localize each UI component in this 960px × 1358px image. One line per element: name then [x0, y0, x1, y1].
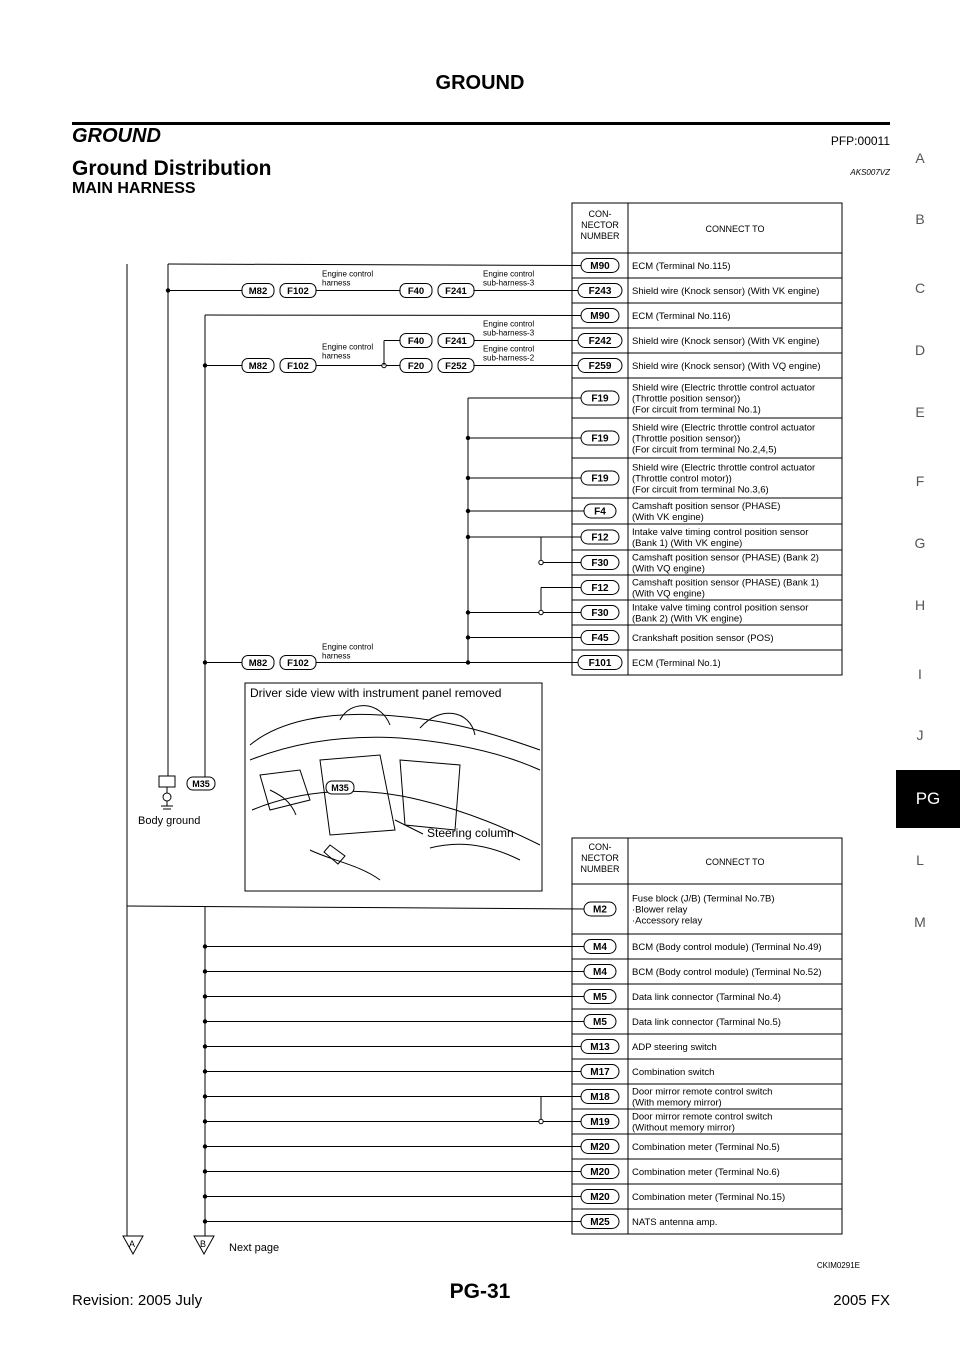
side-index-f[interactable]: F — [915, 473, 925, 489]
connect-to-text: Camshaft position sensor (PHASE) (Bank 1) — [632, 577, 819, 589]
figure-id: CKIM0291E — [816, 1261, 860, 1270]
connector-number: M5 — [593, 992, 607, 1003]
connect-to-text: ADP steering switch — [632, 1042, 717, 1053]
connector-number: M20 — [590, 1142, 610, 1153]
next-page-markers — [123, 1236, 279, 1254]
harness-label: harness — [322, 351, 351, 361]
instrument-panel-view — [245, 683, 542, 891]
connect-to-text: ECM (Terminal No.115) — [632, 261, 731, 272]
connector-number-header: CON- — [588, 209, 612, 219]
connect-to-text: Combination switch — [632, 1067, 715, 1078]
connect-to-text: BCM (Body control module) (Terminal No.49) — [632, 942, 822, 953]
harness-pair-f20-f252 — [400, 359, 474, 373]
harness-label: sub-harness-3 — [483, 328, 535, 338]
subsection-ref: AKS007VZ — [850, 168, 890, 177]
footer-revision: Revision: 2005 July — [72, 1292, 203, 1309]
harness-connector-label: M82 — [248, 361, 268, 372]
harness-label: Engine control — [322, 269, 374, 279]
view-connector-label: M35 — [331, 783, 349, 793]
connector-number: M2 — [593, 904, 607, 916]
connect-to-text: (With VQ engine) — [632, 563, 705, 575]
connector-number: M17 — [590, 1067, 610, 1078]
connect-to-header: CONNECT TO — [705, 857, 765, 867]
connect-to-text: Door mirror remote control switch — [632, 1111, 773, 1123]
connect-to-text: (For circuit from terminal No.1) — [632, 404, 761, 416]
steering-column-label: Steering column — [427, 826, 514, 840]
side-index-a[interactable]: A — [915, 150, 925, 166]
harness-connector-label: F102 — [287, 361, 309, 372]
connector-number: F12 — [591, 532, 609, 544]
marker-b: B — [200, 1239, 207, 1249]
harness-label: sub-harness-3 — [483, 278, 535, 288]
harness-label: Engine control — [483, 319, 535, 329]
connector-number: F19 — [591, 433, 609, 445]
connector-number: M20 — [590, 1167, 610, 1178]
connect-to-text: Shield wire (Knock sensor) (With VK engine) — [632, 336, 820, 347]
connector-number: F4 — [594, 506, 606, 518]
connect-to-text: NATS antenna amp. — [632, 1217, 718, 1228]
connect-to-text: ·Accessory relay — [632, 915, 703, 927]
harness-label: harness — [322, 651, 351, 661]
section-code: PFP:00011 — [830, 134, 890, 148]
harness-label: Engine control — [322, 642, 374, 652]
harness-pair-f40-f241 — [400, 284, 474, 298]
harness-title: MAIN HARNESS — [72, 180, 196, 197]
connect-to-text: Door mirror remote control switch — [632, 1086, 773, 1098]
harness-connector-label: F252 — [445, 361, 467, 372]
connect-to-text: Combination meter (Terminal No.6) — [632, 1167, 780, 1178]
side-index-b[interactable]: B — [915, 211, 925, 227]
connector-number: M20 — [590, 1192, 610, 1203]
connect-to-text: Shield wire (Knock sensor) (With VK engine) — [632, 286, 820, 297]
harness-connector-label: M82 — [248, 286, 268, 297]
side-index-m[interactable]: M — [914, 914, 926, 930]
connect-to-text: Intake valve timing control position sensor — [632, 527, 809, 538]
connect-to-text: ECM (Terminal No.1) — [632, 658, 721, 669]
footer-model: 2005 FX — [833, 1292, 890, 1309]
connect-to-text: Shield wire (Electric throttle control actuator — [632, 422, 816, 434]
side-index-i[interactable]: I — [918, 666, 922, 682]
connect-to-header: CONNECT TO — [705, 224, 765, 234]
connect-to-text: Camshaft position sensor (PHASE) — [632, 501, 781, 512]
harness-label: Engine control — [483, 269, 535, 279]
connect-to-text: (For circuit from terminal No.3,6) — [632, 484, 769, 496]
connector-number: F259 — [588, 361, 612, 372]
subsection-title: Ground Distribution — [72, 157, 272, 180]
connector-number: F19 — [591, 473, 609, 485]
harness-label: harness — [322, 278, 351, 288]
connector-number: F242 — [588, 336, 612, 347]
connector-number: F30 — [591, 558, 609, 569]
connector-number-header: NUMBER — [580, 231, 620, 241]
connect-to-text: (With memory mirror) — [632, 1097, 722, 1109]
connector-number-header: CON- — [588, 842, 612, 852]
connect-to-text: Shield wire (Electric throttle control actuator — [632, 462, 816, 474]
harness-connectors — [242, 270, 535, 670]
connect-to-text: (Throttle control motor)) — [632, 473, 732, 485]
footer-page-number: PG-31 — [449, 1280, 511, 1303]
connect-to-text: Combination meter (Terminal No.5) — [632, 1142, 780, 1153]
connector-tables — [572, 203, 842, 1234]
side-index-pg-active[interactable]: PG — [896, 770, 960, 828]
connect-to-text: Crankshaft position sensor (POS) — [632, 633, 774, 644]
connector-number: M4 — [593, 942, 607, 953]
connect-to-text: ECM (Terminal No.116) — [632, 311, 731, 322]
view-title: Driver side view with instrument panel removed — [250, 686, 502, 700]
side-index-g[interactable]: G — [914, 535, 926, 551]
connect-to-text: (For circuit from terminal No.2,4,5) — [632, 444, 777, 456]
side-index-c[interactable]: C — [914, 280, 926, 296]
connector-number-header: NUMBER — [580, 864, 620, 874]
connect-to-text: Shield wire (Electric throttle control actuator — [632, 382, 816, 394]
connect-to-text: Intake valve timing control position sensor — [632, 602, 809, 614]
connector-number: F101 — [588, 658, 612, 669]
body-ground-label: Body ground — [138, 815, 201, 827]
connector-number: M19 — [590, 1117, 610, 1128]
connector-number: F243 — [588, 286, 612, 297]
connector-number: M5 — [593, 1017, 607, 1028]
harness-label: sub-harness-2 — [483, 353, 535, 363]
connect-to-text: Shield wire (Knock sensor) (With VQ engine) — [632, 361, 821, 372]
harness-connector-label: F20 — [407, 361, 425, 372]
harness-pair-m82-f102 — [242, 284, 316, 298]
side-index-h[interactable]: H — [914, 597, 926, 613]
connector-number: M13 — [590, 1042, 610, 1053]
connect-to-text: (Throttle position sensor)) — [632, 433, 741, 445]
connector-number: F30 — [591, 608, 609, 619]
connect-to-text: Camshaft position sensor (PHASE) (Bank 2) — [632, 552, 819, 564]
side-index-j[interactable]: J — [916, 727, 924, 743]
harness-connector-label: F102 — [287, 658, 309, 669]
next-page-label: Next page — [229, 1242, 280, 1254]
connector-number: F12 — [591, 583, 609, 594]
connect-to-text: Data link connector (Tarminal No.5) — [632, 1017, 781, 1028]
connector-number: F45 — [591, 633, 609, 644]
connect-to-text: Combination meter (Terminal No.15) — [632, 1192, 786, 1203]
connector-number-header: NECTOR — [581, 220, 619, 230]
connect-to-text: (With VK engine) — [632, 512, 704, 523]
harness-connector-label: F241 — [445, 286, 467, 297]
body-ground-symbol — [138, 776, 215, 827]
harness-connector-label: F40 — [407, 286, 425, 297]
harness-label: Engine control — [483, 344, 535, 354]
marker-a: A — [129, 1239, 136, 1249]
section-title: GROUND — [72, 125, 161, 147]
connector-number: F19 — [591, 393, 609, 405]
side-index-l[interactable]: L — [916, 852, 924, 868]
connect-to-text: (With VQ engine) — [632, 588, 705, 600]
connect-to-text: Fuse block (J/B) (Terminal No.7B) — [632, 893, 775, 905]
harness-pair-m82-f102-b — [242, 359, 316, 373]
connector-number-header: NECTOR — [581, 853, 619, 863]
connect-to-text: Data link connector (Tarminal No.4) — [632, 992, 781, 1003]
connector-number: M90 — [590, 311, 610, 322]
connect-to-text: BCM (Body control module) (Terminal No.52) — [632, 967, 822, 978]
connect-to-text: (Bank 2) (With VK engine) — [632, 613, 743, 625]
page-header-title: GROUND — [435, 72, 525, 94]
side-index-e[interactable]: E — [915, 404, 925, 420]
connector-number: M18 — [590, 1092, 610, 1103]
connector-number: M90 — [590, 261, 610, 272]
harness-connector-label: F40 — [407, 336, 425, 347]
connect-to-text: (Without memory mirror) — [632, 1122, 735, 1134]
top-table — [572, 203, 842, 675]
connect-to-text: (Bank 1) (With VK engine) — [632, 538, 743, 549]
harness-connector-label: F241 — [445, 336, 467, 347]
connect-to-text: ·Blower relay — [632, 904, 688, 916]
ground-connector-label: M35 — [192, 779, 210, 789]
bottom-table — [572, 838, 842, 1234]
harness-connector-label: F102 — [287, 286, 309, 297]
connect-to-text: (Throttle position sensor)) — [632, 393, 741, 405]
harness-pair-f40-f241-b — [400, 334, 474, 348]
side-index-d[interactable]: D — [914, 342, 926, 358]
harness-label: Engine control — [322, 342, 374, 352]
harness-connector-label: M82 — [248, 658, 268, 669]
connector-number: M4 — [593, 967, 607, 978]
connector-number: M25 — [590, 1217, 610, 1228]
harness-pair-m82-f102-c — [242, 656, 316, 670]
